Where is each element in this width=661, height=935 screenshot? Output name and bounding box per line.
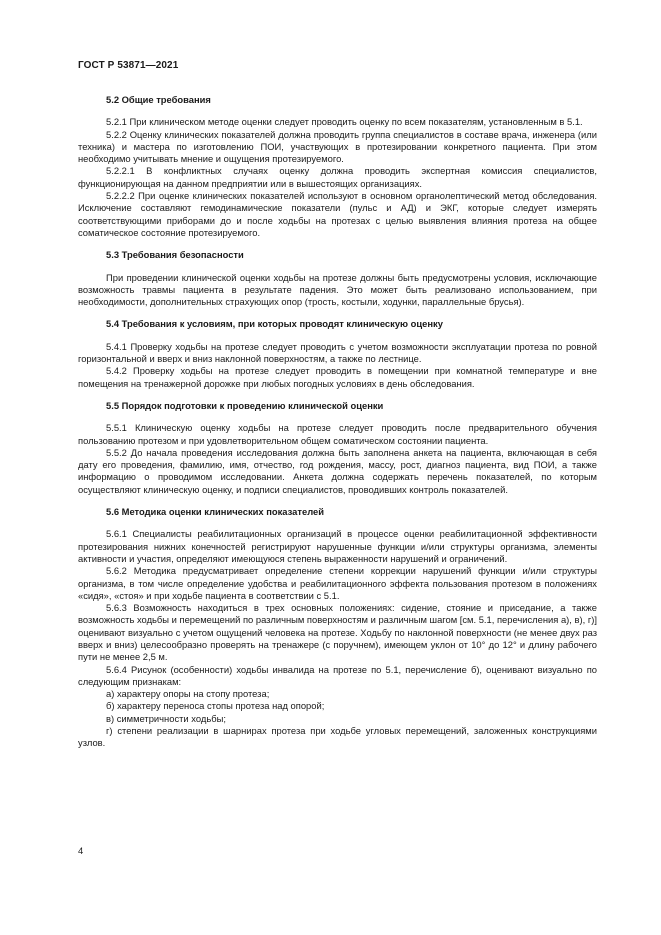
paragraph: 5.2.2.2 При оценке клинических показателей используют в основном органолептический метод обследования. Исключение составляют гемодинамические показатели (пульс и АД) и ЭКГ, которые следует измерять соответствующими приборами до и после ходьбы на протезах с целью выявления влияния протеза на общее соматическое состояние протезируемого. xyxy=(78,190,597,238)
list-item: в) симметричности ходьбы; xyxy=(106,712,226,724)
paragraph: 5.4.1 Проверку ходьбы на протезе следует проводить с учетом возможности эксплуатации протеза по ровной горизонтальной и вверх и вниз наклонной поверхностям, а также по лестнице. xyxy=(78,340,597,365)
section-heading: 5.5 Порядок подготовки к проведению клинической оценки xyxy=(106,399,384,411)
paragraph: 5.6.1 Специалисты реабилитационных организаций в процессе оценки реабилитационной эффективности протезирования нижних конечностей регистрируют нарушенные функции и/или структуры организма, элементы активности и участия, определяют имеющуюся степень выраженности нарушений и ограничений. xyxy=(78,528,597,564)
section-heading: 5.2 Общие требования xyxy=(106,94,211,105)
section-heading: 5.6 Методика оценки клинических показателей xyxy=(106,506,325,518)
list-item: г) степени реализации в шарнирах протеза при ходьбе угловых перемещений, заложенных конструкциями узлов. xyxy=(78,725,597,749)
paragraph: 5.5.2 До начала проведения исследования должна быть заполнена анкета на пациента, включающая в себя дату его проведения, фамилию, имя, отчество, год рождения, массу, рост, диагноз пациента, вид ПОИ, а также информацию о проводимом исследовании. Анкета должна содержать перечень показателей, по которым осуществляют клиническую оценку, и подписи специалистов, проводивших контроль показателей. xyxy=(78,446,597,495)
section-heading: 5.4 Требования к условиям, при которых проводят клиническую оценку xyxy=(106,318,443,330)
document-header: ГОСТ Р 53871—2021 xyxy=(78,60,179,71)
page-number: 4 xyxy=(78,845,84,856)
paragraph: 5.6.3 Возможность находиться в трех основных положениях: сидение, стояние и приседание, а также возможность ходьбы и перемещений по различным поверхностям и различным шагом [см. 5.1, перечисления а), в), г)] оценивают визуально с учетом ощущений человека на протезе. Ходьбу по наклонной поверхности (не менее двух раз вверх и вниз) целесообразно проверять на тренажере (с поручнем), имеющем уклон от 10° до 12° и длину рабочего пути не менее 2,5 м. xyxy=(78,602,597,663)
paragraph: 5.4.2 Проверку ходьбы на протезе следует проводить в помещении при комнатной температуре и вне помещения на тренажерной дорожке при любых погодных условиях в день обследования. xyxy=(78,365,597,389)
list-item: а) характеру опоры на стопу протеза; xyxy=(106,688,270,700)
document-body xyxy=(78,94,597,750)
list-item: б) характеру переноса стопы протеза над опорой; xyxy=(106,700,325,712)
paragraph: 5.2.2 Оценку клинических показателей должна проводить группа специалистов в составе врача, инженера (или техника) и мастера по изготовлению ПОИ, участвующих в протезировании конкретного пациента. При этом необходимо учитывать мнение и ощущения протезируемого. xyxy=(78,128,597,165)
paragraph: 5.6.2 Методика предусматривает определение степени коррекции нарушений функции и/или структуры организма, в том числе определение удобства и реабилитационного эффекта пользования протезом в положениях «сидя», «стоя» и при ходьбе пациента в соответствии с 5.1. xyxy=(78,565,597,601)
paragraph: 5.2.1 При клиническом методе оценки следует проводить оценку по всем показателям, установленным в 5.1. xyxy=(106,116,583,128)
paragraph: При проведении клинической оценки ходьбы на протезе должны быть предусмотрены условия, исключающие возможность травмы пациента в результате падения. Это может быть реализовано использованием, при необходимости, дополнительных страхующих опор (трость, костыли, ходунки, параллельные брусья). xyxy=(78,271,597,308)
paragraph: 5.2.2.1 В конфликтных случаях оценку должна проводить экспертная комиссия специалистов, функционирующая на данном предприятии или в вышестоящих организациях. xyxy=(78,165,597,189)
section-heading: 5.3 Требования безопасности xyxy=(106,249,244,261)
paragraph: 5.5.1 Клиническую оценку ходьбы на протезе следует проводить после предварительного обучения пользованию протезом и при удовлетворительном общем соматическом состоянии пациента. xyxy=(78,422,597,446)
paragraph: 5.6.4 Рисунок (особенности) ходьбы инвалида на протезе по 5.1, перечисление б), оценивают визуально по следующим признакам: xyxy=(78,663,597,687)
